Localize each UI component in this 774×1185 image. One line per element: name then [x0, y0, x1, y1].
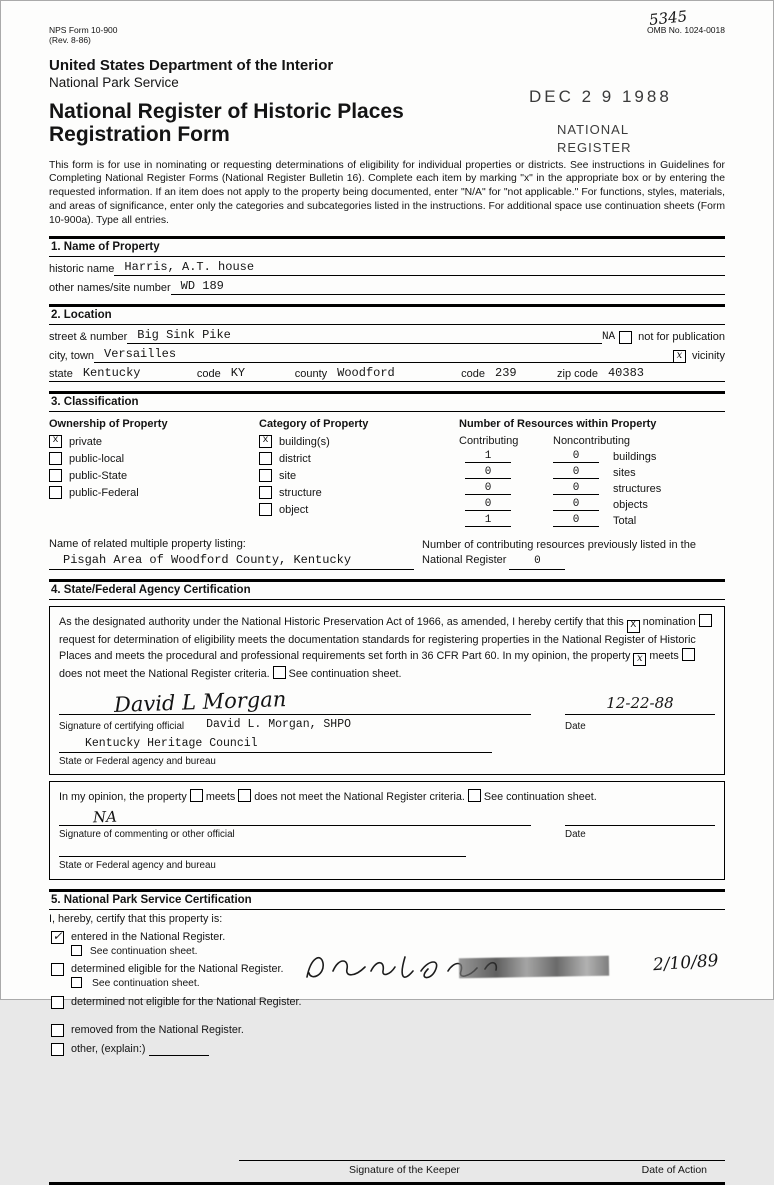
- category-district-label: district: [279, 452, 311, 465]
- category-object-label: object: [279, 503, 309, 516]
- category-site: [259, 469, 459, 482]
- classification-columns: [49, 418, 725, 530]
- removed-label: removed from the National Register.: [71, 1024, 244, 1037]
- vicinity-checkbox[interactable]: x: [673, 350, 686, 363]
- resources-heading: Number of Resources within Property: [459, 418, 657, 431]
- ownership-column: [49, 418, 259, 530]
- determined-eligible-continuation-label: See continuation sheet.: [92, 977, 200, 989]
- certifying-date-field[interactable]: 12-22-88: [565, 693, 715, 715]
- nomination-label: nomination: [642, 616, 696, 629]
- option-determined-not-eligible: [51, 995, 303, 1009]
- commenting-continuation-label: See continuation sheet.: [483, 791, 597, 804]
- section2-header: 2. Location: [49, 304, 725, 325]
- handwritten-number: 5345: [648, 7, 689, 29]
- not-for-publication-checkbox[interactable]: [619, 331, 632, 344]
- category-building: [259, 435, 459, 448]
- state-code-field[interactable]: KY: [230, 366, 246, 381]
- meets-label: meets: [649, 650, 679, 663]
- ownership-private-checkbox[interactable]: x: [49, 435, 62, 448]
- commenting-labels-row: [59, 828, 715, 842]
- omb-number: OMB No. 1024-0018: [647, 25, 725, 35]
- ink-stamp-smudge: [459, 956, 609, 979]
- commenting-na-script: NA: [92, 808, 118, 827]
- determined-eligible-continuation-checkbox[interactable]: [71, 977, 82, 988]
- structures-label: structures: [613, 483, 662, 496]
- keeper-signature-label: Signature of the Keeper: [349, 1164, 460, 1177]
- ownership-public-federal-label: public-Federal: [69, 486, 139, 499]
- commenting-date-line[interactable]: [565, 825, 715, 826]
- category-district: [259, 452, 459, 465]
- category-building-checkbox[interactable]: x: [259, 435, 272, 448]
- commenting-signature-line[interactable]: [59, 807, 531, 826]
- date-label: Date: [565, 720, 586, 732]
- resources-row-objects: [459, 498, 725, 511]
- category-object: [259, 503, 459, 516]
- resources-row-structures: [459, 482, 725, 495]
- previously-listed-label: Number of contributing resources previously listed in the National Register: [422, 539, 696, 567]
- street-field[interactable]: Big Sink Pike: [127, 328, 602, 344]
- city-field[interactable]: Versailles: [94, 347, 673, 363]
- other-names-label: other names/site number: [49, 282, 171, 295]
- objects-label: objects: [613, 499, 648, 512]
- cert-text-2: request for determination of eligibility meets the documentation standards for registering properties in the National Register of Historic Places and meets the procedural and professional requirements set forth in 36 CFR Part 60. In my opinion, the property: [59, 634, 696, 663]
- other-checkbox[interactable]: [51, 1043, 64, 1056]
- national-register-stamp: [557, 121, 631, 156]
- category-district-checkbox[interactable]: [259, 452, 272, 465]
- ownership-public-state-checkbox[interactable]: [49, 469, 62, 482]
- certifying-signature-script: David L Morgan: [113, 687, 287, 718]
- commenting-continuation-checkbox[interactable]: [468, 789, 481, 802]
- agency-field[interactable]: Kentucky Heritage Council: [59, 736, 492, 753]
- commenting-meets-label: meets: [205, 791, 236, 804]
- nomination-checkbox[interactable]: X: [627, 620, 640, 633]
- historic-name-field[interactable]: Harris, A.T. house: [114, 260, 725, 276]
- city-row: [49, 347, 725, 363]
- form-number-block: [49, 25, 118, 45]
- keeper-labels-row: [239, 1160, 725, 1176]
- meets-checkbox[interactable]: x: [633, 653, 646, 666]
- form-revision: (Rev. 8-86): [49, 35, 91, 46]
- department-title: United States Department of the Interior: [49, 57, 334, 75]
- zip-label: zip code: [557, 368, 598, 381]
- sites-noncontributing-field[interactable]: 0: [553, 466, 599, 479]
- category-site-label: site: [279, 469, 297, 482]
- removed-checkbox[interactable]: [51, 1024, 64, 1037]
- zip-field[interactable]: 40383: [607, 366, 644, 381]
- commenting-date-label: Date: [565, 829, 586, 841]
- county-code-field[interactable]: 239: [495, 366, 517, 381]
- other-names-field[interactable]: WD 189: [171, 279, 725, 295]
- commenting-agency-line[interactable]: [59, 844, 466, 857]
- page-title-line2: Registration Form: [49, 123, 230, 147]
- category-structure-label: structure: [279, 486, 322, 499]
- ownership-public-local-checkbox[interactable]: [49, 452, 62, 465]
- date-received-stamp: DEC 2 9 1988: [529, 87, 672, 106]
- noncontributing-header: Noncontributing: [553, 435, 631, 448]
- determined-not-eligible-label: determined not eligible for the National Register.: [71, 996, 302, 1009]
- date-of-action-label: Date of Action: [641, 1164, 707, 1177]
- vicinity-label: vicinity: [691, 350, 725, 363]
- resources-row-total: [459, 514, 725, 527]
- category-site-checkbox[interactable]: [259, 469, 272, 482]
- previously-listed-block: [414, 538, 725, 570]
- section3-header: 3. Classification: [49, 391, 725, 412]
- resources-row-sites: [459, 466, 725, 479]
- certifying-signature-row: [59, 687, 715, 718]
- certifying-signature-line[interactable]: [59, 687, 531, 718]
- category-building-label: building(s): [279, 435, 330, 448]
- entered-continuation-label: See continuation sheet.: [89, 945, 198, 957]
- section5-header: 5. National Park Service Certification: [49, 889, 725, 910]
- determined-eligible-label: determined eligible for the National Register.: [71, 962, 284, 975]
- historic-name-label: historic name: [49, 263, 115, 276]
- county-label: county: [294, 368, 328, 381]
- state-row: [49, 366, 725, 382]
- total-noncontributing-field[interactable]: 0: [553, 514, 599, 527]
- entered-label: entered in the National Register.: [71, 930, 226, 943]
- city-label: city, town: [49, 350, 95, 363]
- keeper-date-field[interactable]: 2/10/89: [652, 950, 720, 976]
- certifying-official-typed-name: David L. Morgan, SHPO: [206, 718, 352, 732]
- related-listing-row: [49, 538, 725, 570]
- commenting-text: In my opinion, the property: [59, 791, 187, 804]
- buildings-label: buildings: [613, 451, 657, 464]
- buildings-noncontributing-field[interactable]: 0: [553, 450, 599, 463]
- resources-count-headers: [459, 435, 725, 447]
- related-listing-label: Name of related multiple property listing:: [49, 538, 246, 551]
- total-label: Total: [613, 515, 637, 528]
- does-not-meet-checkbox[interactable]: [682, 648, 695, 661]
- commenting-agency-label: State or Federal agency and bureau: [59, 860, 216, 872]
- state-field[interactable]: Kentucky: [82, 366, 141, 381]
- option-removed: [51, 1023, 303, 1037]
- ownership-public-state-label: public-State: [69, 469, 128, 482]
- commenting-paragraph: [59, 789, 715, 805]
- street-label: street & number: [49, 331, 128, 344]
- option-other: [51, 1042, 303, 1056]
- instructions-paragraph: This form is for use in nominating or requesting determinations of eligibility for individual properties or districts. See instructions in Guidelines for Completing National Register Forms (National Register Bulletin 16). Complete each item by marking "x" in the appropriate box or by entering the requested information. If an item does not apply to the property being documented, enter "N/A" for "not applicable." For functions, styles, materials, and areas of significance, enter only the categories and subcategories listed in the instructions. For additional space use continuation sheets (Form 10-900a). Type all entries.: [49, 159, 725, 226]
- category-object-checkbox[interactable]: [259, 503, 272, 516]
- nps-certification-intro: I, hereby, certify that this property is:: [49, 912, 223, 925]
- section1-header: 1. Name of Property: [49, 236, 725, 257]
- nps-certification-area: [49, 913, 725, 1177]
- objects-noncontributing-field[interactable]: 0: [553, 498, 599, 511]
- continuation-label: See continuation sheet.: [288, 668, 402, 681]
- category-heading: Category of Property: [259, 418, 369, 431]
- historic-name-row: [49, 260, 725, 276]
- commenting-meets-checkbox[interactable]: [190, 789, 203, 802]
- street-row: [49, 328, 725, 344]
- resources-row-buildings: [459, 450, 725, 463]
- entered-continuation: [71, 945, 311, 957]
- previously-listed-field[interactable]: 0: [509, 554, 565, 570]
- ownership-public-federal: [49, 486, 259, 499]
- contributing-header: Contributing: [459, 435, 519, 448]
- commenting-does-not-meet-checkbox[interactable]: [238, 789, 251, 802]
- certification-paragraph: [59, 614, 715, 682]
- option-entered: [51, 930, 303, 944]
- objects-contributing-field[interactable]: 0: [465, 498, 511, 511]
- commenting-official-label: Signature of commenting or other official: [59, 829, 235, 841]
- ownership-public-local: [49, 452, 259, 465]
- request-checkbox[interactable]: [699, 614, 712, 627]
- commenting-certification-box: [49, 781, 725, 880]
- related-listing-field[interactable]: Pisgah Area of Woodford County, Kentucky: [49, 553, 414, 570]
- not-for-publication-label: not for publication: [638, 331, 725, 344]
- form-meta-row: [49, 25, 725, 45]
- form-number: NPS Form 10-900: [49, 25, 118, 35]
- stamp-line2: REGISTER: [557, 139, 632, 155]
- other-names-row: [49, 279, 725, 295]
- sites-contributing-field[interactable]: 0: [465, 466, 511, 479]
- other-label: other, (explain:): [71, 1043, 146, 1056]
- category-structure: [259, 486, 459, 499]
- entered-continuation-checkbox[interactable]: [71, 945, 82, 956]
- total-contributing-field[interactable]: 1: [465, 514, 511, 527]
- commenting-signature-row: [59, 807, 715, 826]
- section4-header: 4. State/Federal Agency Certification: [49, 579, 725, 600]
- stamp-line1: NATIONAL: [557, 122, 630, 137]
- state-certification-box: [49, 606, 725, 775]
- agency-label: State or Federal agency and bureau: [59, 755, 216, 767]
- determined-not-eligible-checkbox[interactable]: [51, 996, 64, 1009]
- sites-label: sites: [613, 467, 636, 480]
- state-label: state: [49, 368, 73, 381]
- commenting-does-not-meet-label: does not meet the National Register criteria.: [254, 791, 465, 804]
- cert-text-1: As the designated authority under the National Historic Preservation Act of 1966, as amended, I hereby certify that this: [59, 616, 624, 629]
- does-not-meet-label: does not meet the National Register criteria.: [59, 668, 270, 681]
- ownership-public-local-label: public-local: [69, 452, 125, 465]
- determined-eligible-checkbox[interactable]: [51, 963, 64, 976]
- structures-contributing-field[interactable]: 0: [465, 482, 511, 495]
- county-code-label: code: [461, 368, 485, 381]
- structures-noncontributing-field[interactable]: 0: [553, 482, 599, 495]
- other-explain-line[interactable]: [149, 1042, 209, 1056]
- keeper-signature-area: [299, 947, 725, 1007]
- category-structure-checkbox[interactable]: [259, 486, 272, 499]
- ownership-public-federal-checkbox[interactable]: [49, 486, 62, 499]
- ownership-heading: Ownership of Property: [49, 418, 168, 431]
- option-determined-eligible: [51, 962, 303, 990]
- category-column: [259, 418, 459, 530]
- entered-checkbox[interactable]: ✓: [52, 928, 63, 943]
- ownership-public-state: [49, 469, 259, 482]
- certifying-official-label: Signature of certifying official: [59, 720, 185, 732]
- service-title: National Park Service: [49, 75, 179, 91]
- page-title-line1: National Register of Historic Places: [49, 100, 404, 124]
- ownership-private: [49, 435, 259, 448]
- related-listing-block: [49, 538, 414, 570]
- continuation-checkbox[interactable]: [273, 666, 286, 679]
- resources-column: [459, 418, 725, 530]
- ownership-private-label: private: [69, 435, 103, 448]
- not-for-publication-na: NA: [601, 331, 616, 344]
- state-code-label: code: [196, 368, 221, 381]
- certifying-labels-row: [59, 717, 715, 733]
- buildings-contributing-field[interactable]: 1: [465, 450, 511, 463]
- county-field[interactable]: Woodford: [337, 366, 395, 381]
